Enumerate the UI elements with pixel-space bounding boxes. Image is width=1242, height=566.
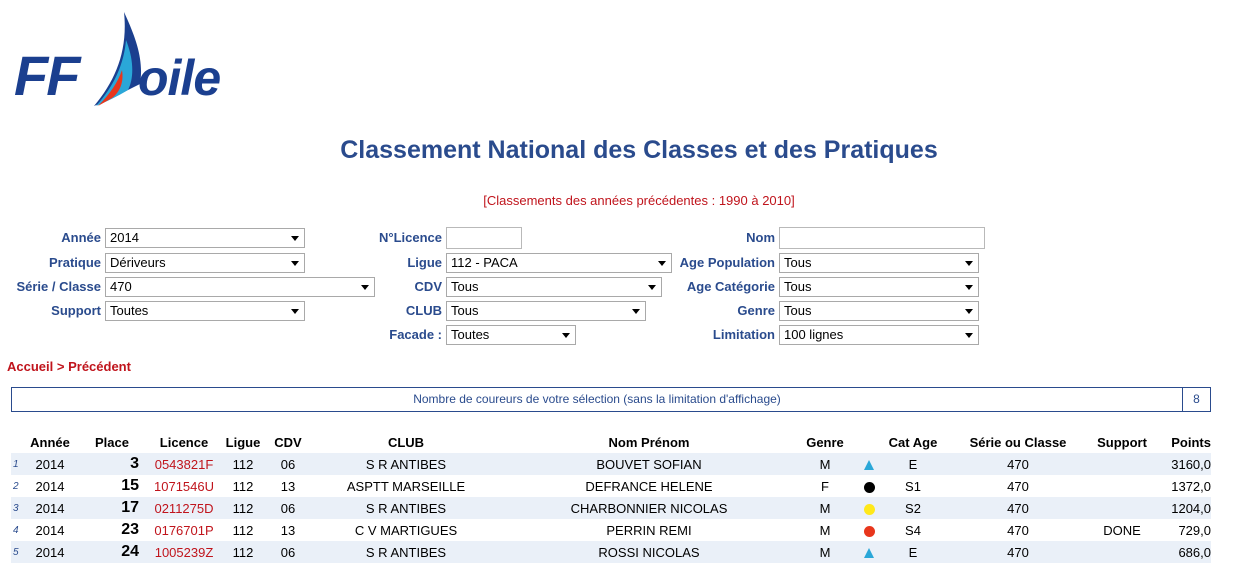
age-categorie-label: Age Catégorie xyxy=(686,279,775,294)
row-genre: M xyxy=(797,453,853,475)
logo-text-oile: oile xyxy=(138,50,221,106)
header-ligue[interactable]: Ligue xyxy=(225,435,261,450)
annee-select[interactable] xyxy=(105,228,305,248)
row-club: S R ANTIBES xyxy=(311,497,501,519)
table-row[interactable] xyxy=(11,497,1211,519)
row-cat-age: E xyxy=(885,453,941,475)
nom-input[interactable] xyxy=(779,227,985,249)
dot-marker-icon xyxy=(864,504,875,515)
row-cdv: 06 xyxy=(265,497,311,519)
header-genre[interactable]: Genre xyxy=(806,435,844,450)
row-nom-prenom: BOUVET SOFIAN xyxy=(501,453,797,475)
club-value: Tous xyxy=(451,303,479,318)
age-population-value: Tous xyxy=(784,255,812,270)
row-cdv: 06 xyxy=(265,541,311,563)
header-annee[interactable]: Année xyxy=(30,435,70,450)
row-licence[interactable]: 1005239Z xyxy=(147,541,221,563)
row-serie: 470 xyxy=(941,475,1095,497)
support-select[interactable] xyxy=(105,301,305,321)
row-genre: M xyxy=(797,541,853,563)
row-annee: 2014 xyxy=(23,519,77,541)
chevron-down-icon xyxy=(291,309,299,314)
row-annee: 2014 xyxy=(23,497,77,519)
row-serie: 470 xyxy=(941,453,1095,475)
header-cat-age[interactable]: Cat Age xyxy=(888,435,938,450)
pratique-label: Pratique xyxy=(48,255,101,270)
breadcrumb-home-link[interactable]: Accueil xyxy=(7,359,54,374)
chevron-down-icon xyxy=(291,261,299,266)
row-genre: M xyxy=(797,519,853,541)
table-row[interactable] xyxy=(11,453,1211,475)
row-genre: F xyxy=(797,475,853,497)
row-index: 2 xyxy=(11,475,23,497)
row-place: 24 xyxy=(77,541,147,563)
row-index: 5 xyxy=(11,541,23,563)
row-licence[interactable]: 0176701P xyxy=(147,519,221,541)
row-club: S R ANTIBES xyxy=(311,453,501,475)
annee-value: 2014 xyxy=(110,230,139,245)
nom-label: Nom xyxy=(746,230,775,245)
chevron-down-icon xyxy=(632,309,640,314)
cdv-value: Tous xyxy=(451,279,479,294)
row-annee: 2014 xyxy=(23,453,77,475)
row-serie: 470 xyxy=(941,497,1095,519)
header-licence[interactable]: Licence xyxy=(159,435,209,450)
support-label: Support xyxy=(51,303,101,318)
row-annee: 2014 xyxy=(23,541,77,563)
dot-marker-icon xyxy=(864,526,875,537)
row-cdv: 06 xyxy=(265,453,311,475)
logo-text-ff: FF xyxy=(14,44,79,107)
row-points: 729,0 xyxy=(1149,519,1211,541)
limitation-label: Limitation xyxy=(712,327,775,342)
row-place: 17 xyxy=(77,497,147,519)
selection-count-box xyxy=(11,387,1211,412)
chevron-down-icon xyxy=(562,333,570,338)
row-index: 3 xyxy=(11,497,23,519)
header-cdv[interactable]: CDV xyxy=(274,435,302,450)
header-serie[interactable]: Série ou Classe xyxy=(969,435,1067,450)
row-club: S R ANTIBES xyxy=(311,541,501,563)
row-marker xyxy=(853,497,885,519)
row-cat-age: S4 xyxy=(885,519,941,541)
row-nom-prenom: ROSSI NICOLAS xyxy=(501,541,797,563)
pratique-value: Dériveurs xyxy=(110,255,166,270)
pratique-select[interactable] xyxy=(105,253,305,273)
row-support xyxy=(1095,453,1149,475)
row-cdv: 13 xyxy=(265,475,311,497)
chevron-down-icon xyxy=(965,285,973,290)
row-support xyxy=(1095,497,1149,519)
row-annee: 2014 xyxy=(23,475,77,497)
row-points: 3160,0 xyxy=(1149,453,1211,475)
facade-value: Toutes xyxy=(451,327,490,342)
row-ligue: 112 xyxy=(221,497,265,519)
page-title: Classement National des Classes et des Pratiques xyxy=(340,136,938,164)
row-points: 1372,0 xyxy=(1149,475,1211,497)
header-nom-prenom[interactable]: Nom Prénom xyxy=(608,435,690,450)
ligue-value: 112 - PACA xyxy=(451,255,518,270)
club-label: CLUB xyxy=(405,303,442,318)
table-row[interactable] xyxy=(11,541,1211,563)
row-cat-age: S1 xyxy=(885,475,941,497)
facade-select[interactable] xyxy=(446,325,576,345)
row-points: 1204,0 xyxy=(1149,497,1211,519)
header-support[interactable]: Support xyxy=(1097,435,1147,450)
serie-label: Série / Classe xyxy=(16,279,101,294)
header-place[interactable]: Place xyxy=(95,435,129,450)
table-header-row xyxy=(11,432,1211,453)
row-place: 3 xyxy=(77,453,147,475)
club-select[interactable] xyxy=(446,301,646,321)
ligue-select[interactable] xyxy=(446,253,672,273)
facade-label: Facade : xyxy=(389,327,442,342)
table-row[interactable] xyxy=(11,519,1211,541)
row-licence[interactable]: 0211275D xyxy=(147,497,221,519)
table-row[interactable] xyxy=(11,475,1211,497)
chevron-down-icon xyxy=(965,333,973,338)
breadcrumb-previous-link[interactable]: Précédent xyxy=(68,359,131,374)
dot-marker-icon xyxy=(864,482,875,493)
row-marker xyxy=(853,519,885,541)
cdv-select[interactable] xyxy=(446,277,662,297)
row-nom-prenom: DEFRANCE HELENE xyxy=(501,475,797,497)
row-nom-prenom: PERRIN REMI xyxy=(501,519,797,541)
row-support: DONE xyxy=(1095,519,1149,541)
row-index: 1 xyxy=(11,453,23,475)
row-licence[interactable]: 0543821F xyxy=(147,453,221,475)
row-support xyxy=(1095,475,1149,497)
row-index: 4 xyxy=(11,519,23,541)
header-club[interactable]: CLUB xyxy=(387,435,425,450)
limitation-value: 100 lignes xyxy=(784,327,844,342)
row-points: 686,0 xyxy=(1149,541,1211,563)
row-ligue: 112 xyxy=(221,475,265,497)
row-marker xyxy=(853,541,885,563)
row-serie: 470 xyxy=(941,519,1095,541)
support-value: Toutes xyxy=(110,303,149,318)
row-support xyxy=(1095,541,1149,563)
genre-select[interactable] xyxy=(779,301,979,321)
chevron-down-icon xyxy=(965,309,973,314)
row-marker xyxy=(853,453,885,475)
row-marker xyxy=(853,475,885,497)
triangle-marker-icon xyxy=(864,548,874,558)
row-cat-age: S2 xyxy=(885,497,941,519)
breadcrumb xyxy=(7,359,131,374)
age-categorie-value: Tous xyxy=(784,279,812,294)
age-population-label: Age Population xyxy=(679,255,775,270)
annee-label: Année xyxy=(61,230,101,245)
row-ligue: 112 xyxy=(221,519,265,541)
chevron-down-icon xyxy=(965,261,973,266)
row-genre: M xyxy=(797,497,853,519)
row-place: 15 xyxy=(77,475,147,497)
row-place: 23 xyxy=(77,519,147,541)
row-club: ASPTT MARSEILLE xyxy=(311,475,501,497)
header-points[interactable]: Points xyxy=(1171,435,1211,450)
chevron-down-icon xyxy=(291,236,299,241)
cdv-label: CDV xyxy=(414,279,442,294)
age-categorie-select[interactable] xyxy=(779,277,979,297)
licence-input[interactable] xyxy=(446,227,522,249)
row-ligue: 112 xyxy=(221,453,265,475)
header-marker xyxy=(853,432,885,453)
ffvoile-logo[interactable] xyxy=(12,10,244,110)
row-club: C V MARTIGUES xyxy=(311,519,501,541)
row-nom-prenom: CHARBONNIER NICOLAS xyxy=(501,497,797,519)
limitation-select[interactable] xyxy=(779,325,979,345)
breadcrumb-separator: > xyxy=(56,359,65,374)
header-index xyxy=(11,432,23,453)
triangle-marker-icon xyxy=(864,460,874,470)
serie-value: 470 xyxy=(110,279,132,294)
selection-count-value: 8 xyxy=(1182,388,1210,411)
row-ligue: 112 xyxy=(221,541,265,563)
row-cat-age: E xyxy=(885,541,941,563)
row-serie: 470 xyxy=(941,541,1095,563)
genre-label: Genre xyxy=(737,303,775,318)
previous-years-link[interactable]: [Classements des années précédentes : 1990 à 2010] xyxy=(483,193,795,208)
ligue-label: Ligue xyxy=(407,255,442,270)
genre-value: Tous xyxy=(784,303,812,318)
licence-label: N°Licence xyxy=(378,230,442,245)
results-table xyxy=(11,432,1211,563)
age-population-select[interactable] xyxy=(779,253,979,273)
selection-count-label: Nombre de coureurs de votre sélection (sans la limitation d'affichage) xyxy=(413,392,781,406)
row-licence[interactable]: 1071546U xyxy=(147,475,221,497)
row-cdv: 13 xyxy=(265,519,311,541)
